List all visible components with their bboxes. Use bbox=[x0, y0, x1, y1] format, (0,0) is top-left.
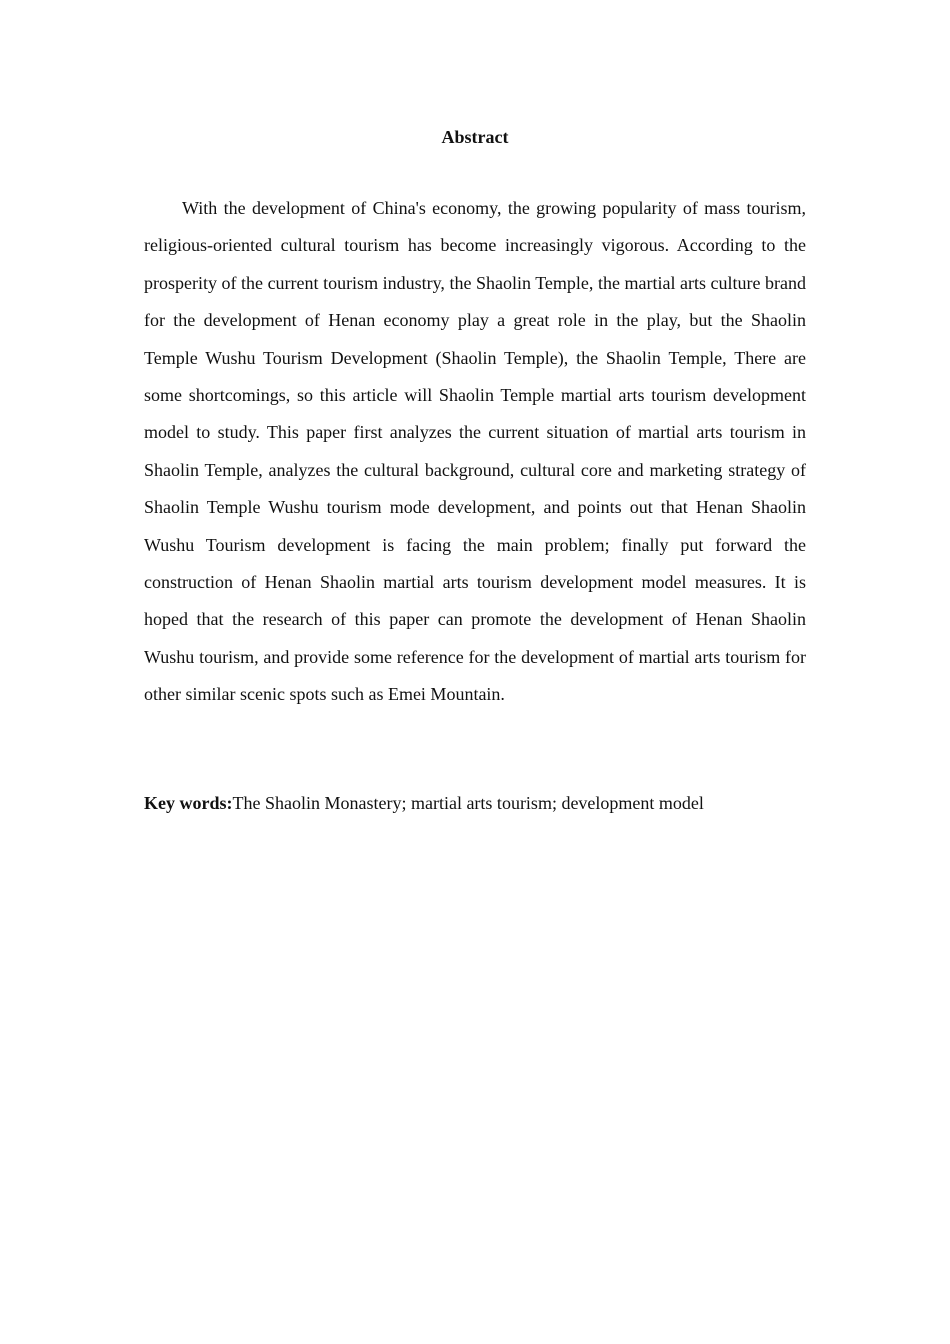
keywords-label: Key words: bbox=[144, 793, 233, 813]
keywords-line bbox=[144, 792, 844, 814]
abstract-title: Abstract bbox=[441, 127, 509, 147]
keywords-value: The Shaolin Monastery; martial arts tourism; development model bbox=[232, 793, 704, 813]
abstract-paragraph: With the development of China's economy, the growing popularity of mass tourism, religious-oriented cultural tourism has become increasingly vigorous. According to the prosperity of the current tourism industry, the Shaolin Temple, the martial arts culture brand for the development of Henan economy play a great role in the play, but the Shaolin Temple Wushu Tourism Development (Shaolin Temple), the Shaolin Temple, There are some shortcomings, so this article will Shaolin Temple martial arts tourism development model to study. This paper first analyzes the current situation of martial arts tourism in Shaolin Temple, analyzes the cultural background, cultural core and marketing strategy of Shaolin Temple Wushu tourism mode development, and points out that Henan Shaolin Wushu Tourism development is facing the main problem; finally put forward the construction of Henan Shaolin martial arts tourism development model measures. It is hoped that the research of this paper can promote the development of Henan Shaolin Wushu tourism, and provide some reference for the development of martial arts tourism for other similar scenic spots such as Emei Mountain. bbox=[144, 198, 806, 705]
